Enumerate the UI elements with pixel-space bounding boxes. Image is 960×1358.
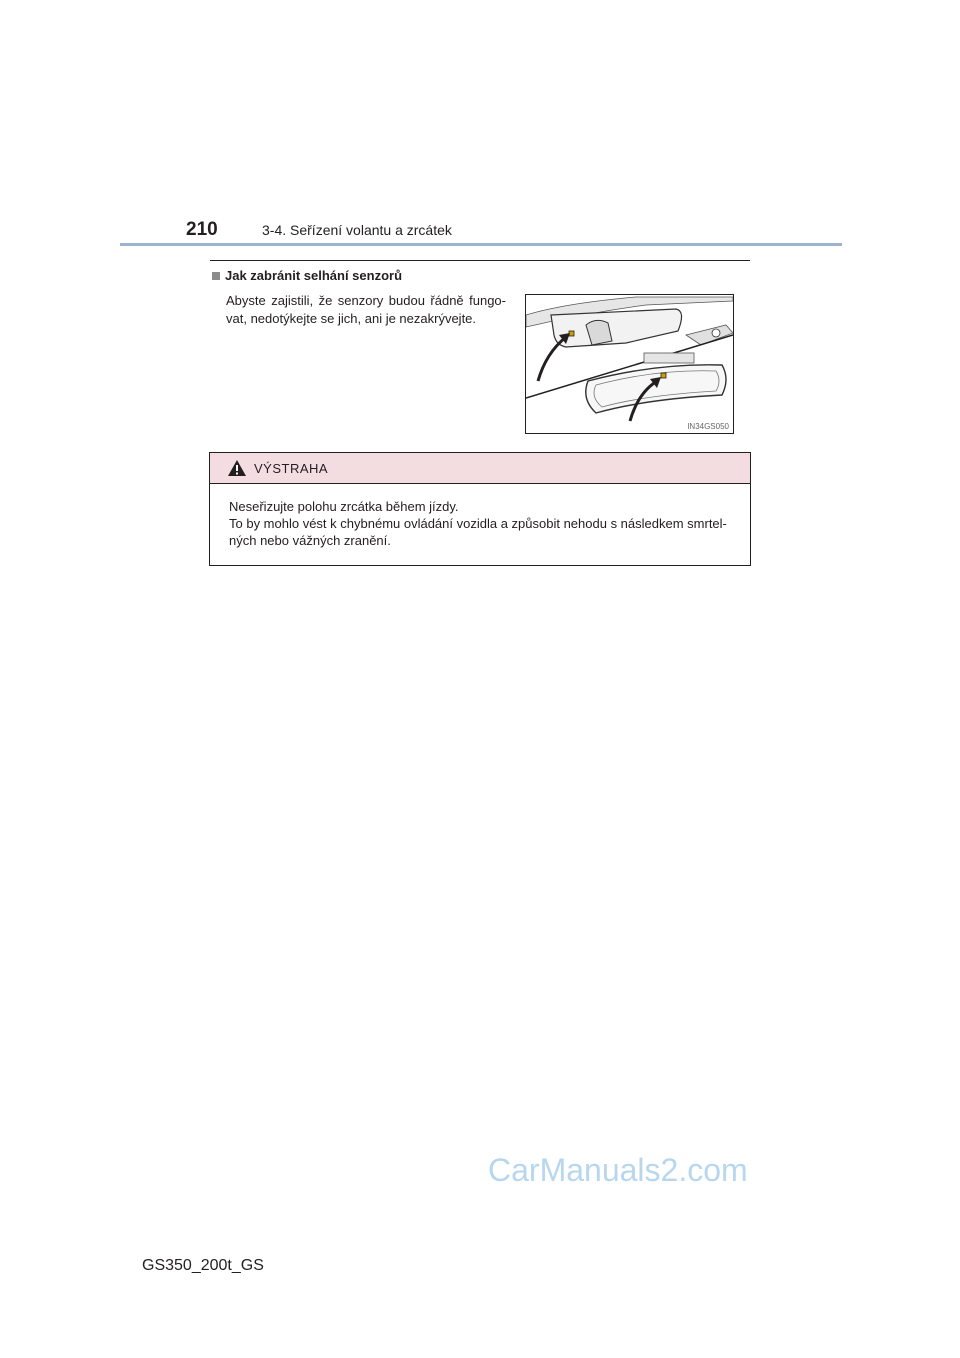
topic-body: Abyste zajistili, že senzory budou řádně fungo-vat, nedotýkejte se jich, ani je nezakrývejte. [226,293,506,326]
model-code: GS350_200t_GS [142,1257,264,1274]
mirror-sensor-drawing [526,295,733,433]
watermark-text: CarManuals2.com [488,1152,748,1188]
warning-line-2: To by mohlo vést k chybnému ovládání vozidla a způsobit nehodu s následkem smrtel-ných nebo vážných zranění. [229,516,727,548]
page-number: 210 [186,219,218,240]
warning-line-1: Neseřizujte polohu zrcátka během jízdy. [229,499,459,514]
header-rule [120,243,842,246]
section-title: 3-4. Seřízení volantu a zrcátek [262,222,452,238]
topic-bullet-icon [212,272,220,280]
figure-code: IN34GS050 [687,422,729,431]
topic-divider [210,260,750,261]
warning-text [229,498,744,549]
warning-triangle-icon [227,459,247,477]
warning-label: VÝSTRAHA [254,461,329,476]
mirror-sensor-illustration [525,294,734,434]
topic-heading: Jak zabránit selhání senzorů [225,268,403,283]
warning-box [209,452,751,566]
warning-header [210,453,750,484]
